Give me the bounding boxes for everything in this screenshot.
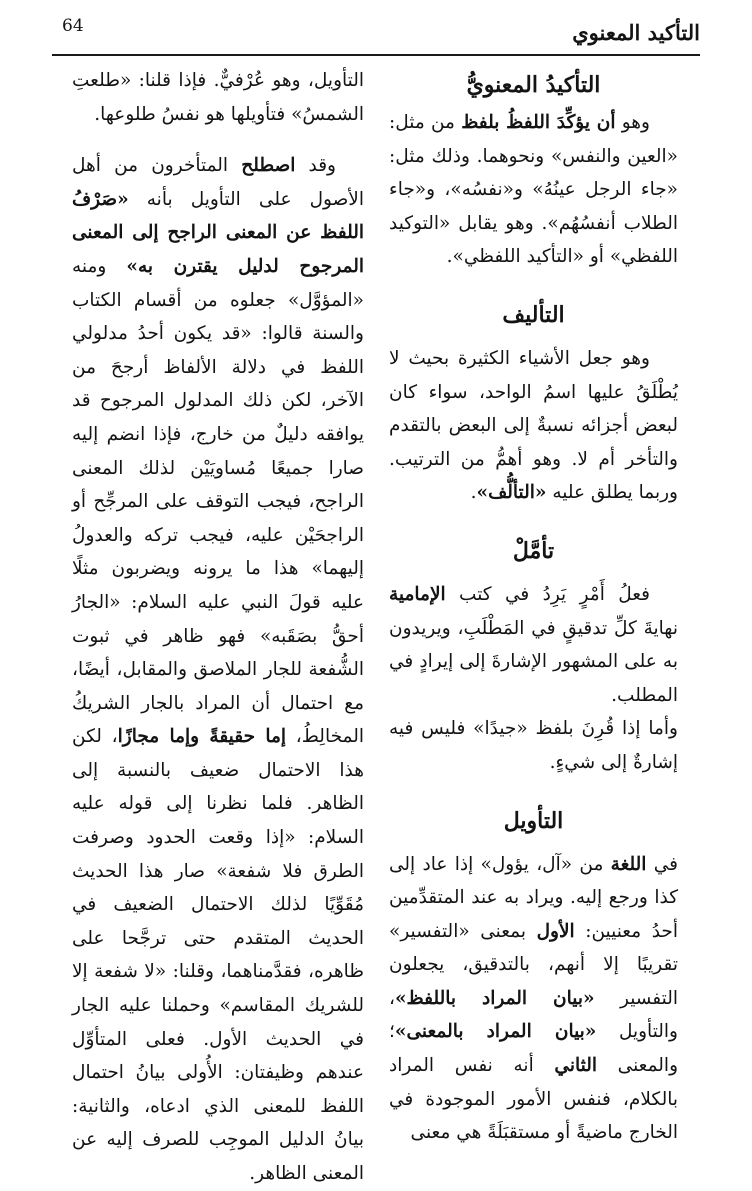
text-run: المتأخرون من أهل الأصول على التأويل بأنه xyxy=(72,155,364,210)
text-run: ، لكن هذا الاحتمال ضعيف بالنسبة إلى الظاهر. فلما نظرنا إلى قوله عليه السلام: «إذا وقعت الحدود وصرفت الطرق فلا شفعة» صار هذا الحديث مُقَوِّيًا لذلك الاحتمال الضعيف في الحديث المتقدم حتى ترجَّحا على ظاهره، فقدَّمناهما، وقلنا: «لا شفعة إلا للشريك المقاسم» وحملنا عليه الجار في الحديث الأول. فعلى المتأوِّل عندهم وظيفتان: الأُولى بيانُ احتمال اللفظ للمعنى الذي ادعاه، والثانية: بيانُ الدليل الموجِب للصرف إليه عن المعنى الظاهر. xyxy=(72,726,364,1184)
text-run: وأما إذا قُرِنَ بلفظ «جيدًا» فليس فيه إشارةٌ إلى شيءٍ. xyxy=(389,718,678,773)
bold-term: «التألُّف» xyxy=(476,482,547,504)
bold-term: اصطلح xyxy=(241,155,296,177)
paragraph-reflect-2 xyxy=(389,712,678,779)
paragraph-emphatic-meaning xyxy=(389,106,678,274)
page-number: 64 xyxy=(62,16,84,36)
heading-emphatic-meaning: التأكيدُ المعنويُّ xyxy=(466,72,601,98)
bold-term: الإمامية xyxy=(389,583,446,605)
paragraph-interpretation xyxy=(389,848,678,1150)
left-column xyxy=(72,64,364,1191)
text-run: من مثل: «العين والنفس» ونحوهما. وذلك مثل: «جاء الرجل عينُهُ» و«نفسُه»، و«جاء الطلاب أنفسُهُم». وهو يقابل «التوكيد اللفظي» أو «التأكيد اللفظي». xyxy=(389,112,678,268)
page-header xyxy=(52,14,700,56)
paragraph-terminology xyxy=(72,149,364,1190)
text-run: ومنه «المؤوَّل» جعلوه من أقسام الكتاب والسنة قالوا: «قد يكون أحدُ مدلولي اللفظ في دلالة الألفاظ أرجحَ من الآخر، لكن ذلك المدلول المرجوح قد يوافقه دليلٌ من خارج، فإذا انضم إليه صارا جميعًا مُساويَيْن لذلك المعنى الراجح، فيجب التوقف على المرجِّح أو الراجحَيْن عليه، فيجب تركه والعدولُ إليهما» هذا ما يرونه ويضربون مثلًا عليه قولَ النبي عليه السلام: «الجارُ أحقُّ بصَقَبه» فهو ظاهر في ثبوت الشُّفعة للجار الملاصق والمقابل، أيضًا، مع احتمال أن المراد بالجار الشريكُ المخالِطُ، xyxy=(72,255,364,748)
bold-term: أن يؤكِّدَ اللفظُ بلفظ xyxy=(461,112,616,133)
text-run: أنه نفس المراد بالكلام، فنفس الأمور الموجودة في الخارج ماضيةً أو مستقبَلَةً هي معنى xyxy=(389,1055,678,1144)
text-run: فعلُ أَمْرٍ يَرِدُ في كتب xyxy=(445,583,650,605)
bold-term: اللغة xyxy=(610,853,647,875)
heading-composition: التأليف xyxy=(502,301,565,328)
right-column xyxy=(389,64,678,1150)
running-title: التأكيد المعنوي xyxy=(572,20,700,45)
text-run: وهو جعل الأشياء الكثيرة بحيث لا يُطْلَقُ عليها اسمُ الواحد، سواء كان لبعض أجزائه نسبةٌ إلى البعض بالتقدم والتأخر أم لا. وهو أهمُّ من الترتيب. وربما يطلق عليه xyxy=(389,347,678,504)
paragraph-reflect-1 xyxy=(389,578,678,712)
paragraph-composition xyxy=(389,342,678,510)
bold-term: «صَرْفُ اللفظ عن المعنى الراجح إلى المعنى المرجوح لدليل يقترن به» xyxy=(72,188,364,277)
text-run: وقد xyxy=(295,155,336,177)
text-run: وهو xyxy=(615,112,650,133)
text-run: نهايةَ كلِّ تدقيقٍ في المَطْلَبِ، ويريدون به على المشهور الإشارةَ إلى إيرادٍ في المطلب. xyxy=(389,617,678,706)
heading-reflect: تأمَّلْ xyxy=(512,537,555,564)
text-run: في xyxy=(646,853,678,875)
bold-term: الأول xyxy=(536,920,575,942)
paragraph-continuation xyxy=(72,64,364,131)
text-run: ، والتأويل xyxy=(389,987,678,1043)
bold-term: «بيان المراد بالمعنى» xyxy=(394,1021,597,1043)
text-run: . xyxy=(470,482,477,504)
text-run: من «آل، يؤول» إذا عاد إلى كذا ورجع إليه. ويراد به عند المتقدِّمين أحدُ معنيين: xyxy=(389,853,678,942)
bold-term: إما حقيقةً وإما مجازًا xyxy=(117,726,287,748)
text-run: ؛ والمعنى xyxy=(389,1021,678,1077)
text-run: التأويل، وهو عُرْفيٌّ. فإذا قلنا: «طلعتِ الشمسُ» فتأويلها هو نفسُ طلوعها. xyxy=(72,70,364,125)
bold-term: الثاني xyxy=(554,1055,597,1077)
text-run: بمعنى «التفسير» تقريبًا إلا أنهم، بالتدقيق، يجعلون التفسير xyxy=(389,920,678,1009)
heading-interpretation: التأويل xyxy=(503,807,564,834)
bold-term: «بيان المراد باللفظ» xyxy=(394,987,595,1009)
